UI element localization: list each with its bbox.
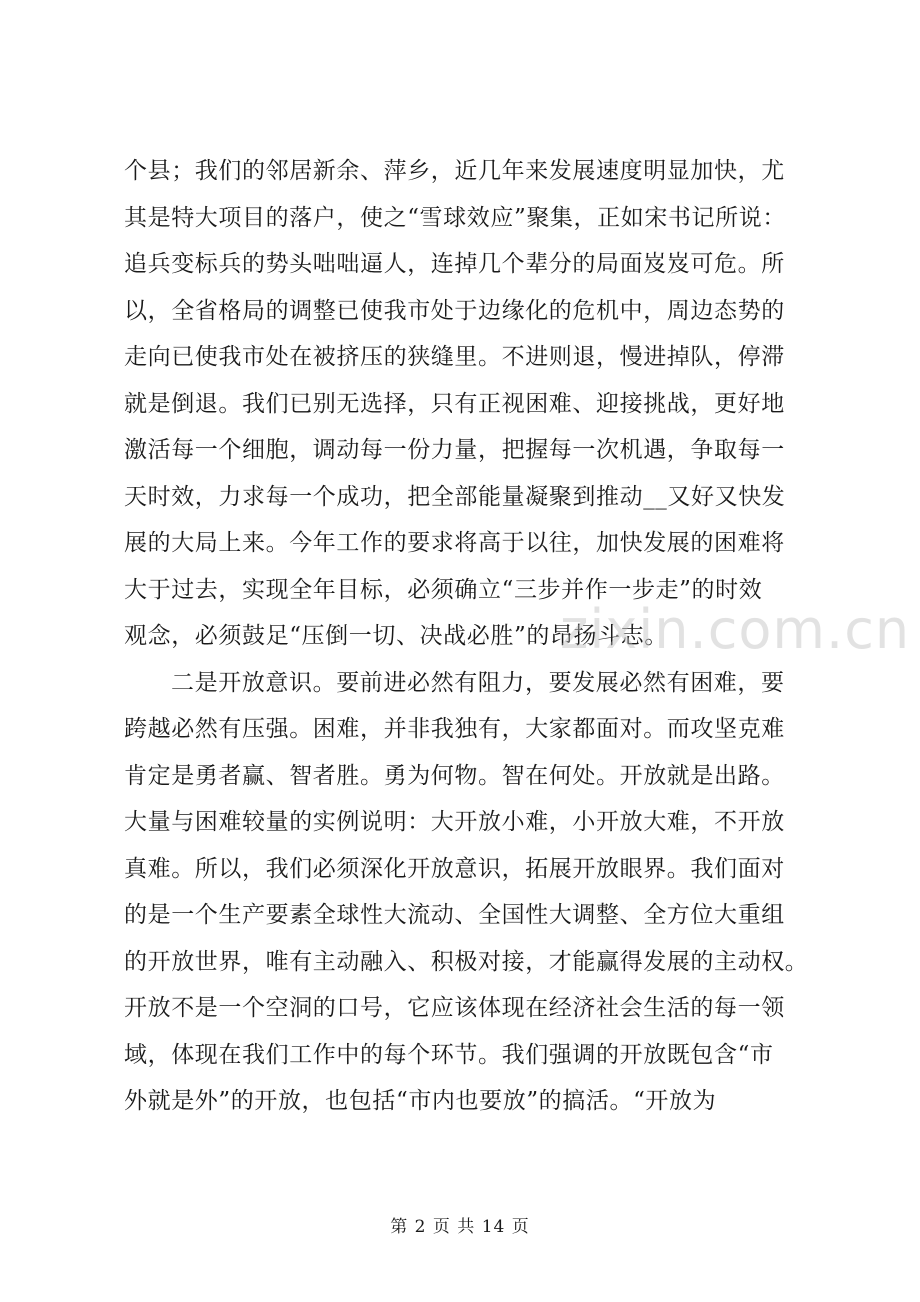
- text-line: 域，体现在我们工作中的每个环节。我们强调的开放既包含“市: [124, 1041, 774, 1068]
- text-line: 其是特大项目的落户，使之“雪球效应”聚集，正如宋书记所说：: [124, 204, 786, 231]
- text-line: 观念，必须鼓足“压倒一切、决战必胜”的昂扬斗志。: [124, 623, 668, 649]
- text-line: 的开放世界，唯有主动融入、积极对接，才能赢得发展的主动权。: [124, 948, 809, 975]
- text-line: 肯定是勇者赢、智者胜。勇为何物。智在何处。开放就是出路。: [124, 762, 785, 789]
- text-line: 真难。所以，我们必须深化开放意识，拓展开放眼界。我们面对: [124, 855, 785, 882]
- text-line: 展的大局上来。今年工作的要求将高于以往，加快发展的困难将: [124, 530, 785, 556]
- page-number-footer: 第 2 页 共 14 页: [390, 1217, 530, 1237]
- text-line: 个县；我们的邻居新余、萍乡，近几年来发展速度明显加快，尤: [124, 158, 785, 184]
- watermark-text: zixin.com.cn: [560, 598, 911, 661]
- text-line: 大于过去，实现全年目标，必须确立“三步并作一步走”的时效: [124, 576, 763, 603]
- text-line: 就是倒退。我们已别无选择，只有正视困难、迎接挑战，更好地: [124, 390, 785, 417]
- text-line: 的是一个生产要素全球性大流动、全国性大调整、全方位大重组: [124, 902, 785, 928]
- text-line: 外就是外”的开放，也包括“市内也要放”的搞活。“开放为: [124, 1088, 717, 1114]
- text-line: 天时效，力求每一个成功，把全部能量凝聚到推动__又好又快发: [124, 483, 786, 510]
- text-line: 激活每一个细胞，调动每一份力量，把握每一次机遇，争取每一: [124, 437, 785, 463]
- text-line: 走向已使我市处在被挤压的狭缝里。不进则退，慢进掉队，停滞: [124, 344, 785, 370]
- text-line: 以，全省格局的调整已使我市处于边缘化的危机中，周边态势的: [124, 297, 785, 324]
- text-line: 大量与困难较量的实例说明：大开放小难，小开放大难，不开放: [124, 809, 785, 835]
- paragraph-start-line: 二是开放意识。要前进必然有阻力，要发展必然有困难，要: [171, 669, 785, 696]
- text-line: 开放不是一个空洞的口号，它应该体现在经济社会生活的每一领: [124, 995, 785, 1021]
- text-line: 跨越必然有压强。困难，并非我独有，大家都面对。而攻坚克难: [124, 716, 785, 742]
- text-line: 追兵变标兵的势头咄咄逼人，连掉几个辈分的局面岌岌可危。所: [124, 251, 785, 277]
